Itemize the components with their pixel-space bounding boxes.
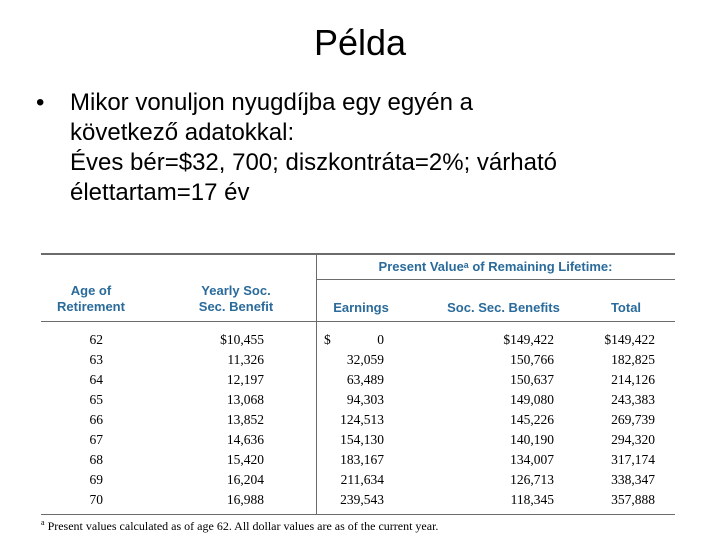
table-row	[41, 332, 675, 352]
table-top-rule	[41, 253, 675, 255]
slide-title: Példa	[313, 22, 407, 63]
cell-total: 317,174	[611, 452, 655, 467]
cell-age: 69	[89, 472, 103, 487]
header-ssb: Soc. Sec. Benefits	[447, 300, 560, 315]
cell-yearly: 12,197	[226, 372, 264, 387]
retirement-table	[41, 252, 675, 534]
cell-yearly: 14,636	[226, 432, 264, 447]
cell-age: 64	[89, 372, 103, 387]
cell-yearly: 13,852	[226, 412, 264, 427]
cell-ssb: 150,637	[510, 372, 554, 387]
cell-total: 214,126	[611, 372, 655, 387]
cell-ssb: $149,422	[503, 332, 554, 347]
cell-earnings: 32,059	[346, 352, 384, 367]
table-row	[41, 352, 675, 372]
cell-total: 269,739	[611, 412, 655, 427]
bullet-line: Éves bér=$32, 700; diszkontráta=2%; várható	[70, 149, 557, 176]
header-age-line: Age of	[70, 283, 112, 298]
cell-yearly: 16,988	[226, 492, 264, 507]
cell-earnings: 124,513	[340, 412, 384, 427]
cell-total: 294,320	[611, 432, 655, 447]
bullet-icon: •	[36, 89, 45, 116]
header-yearly-line: Sec. Benefit	[198, 299, 274, 314]
cell-earnings: 0	[377, 332, 384, 347]
cell-ssb: 145,226	[510, 412, 554, 427]
cell-earnings: 239,543	[340, 492, 384, 507]
cell-ssb: 150,766	[510, 352, 554, 367]
cell-ssb: 149,080	[510, 392, 554, 407]
cell-yearly: 13,068	[226, 392, 264, 407]
cell-yearly: 15,420	[226, 452, 264, 467]
table-footnote	[41, 518, 438, 534]
cell-total: 357,888	[611, 492, 655, 507]
cell-total: 338,347	[611, 472, 655, 487]
cell-total: $149,422	[604, 332, 655, 347]
cell-ssb: 118,345	[510, 492, 554, 507]
cell-yearly: 11,326	[227, 352, 264, 367]
table-row	[41, 372, 675, 392]
table-row	[41, 452, 675, 472]
cell-earnings: 94,303	[346, 392, 384, 407]
cell-earnings: 63,489	[346, 372, 384, 387]
pv-group-header: Present Valueᵃ of Remaining Lifetime:	[378, 259, 613, 274]
cell-dollar: $	[324, 332, 331, 347]
table-bottom-rule	[41, 514, 675, 515]
table-row	[41, 492, 675, 512]
header-age-line: Retirement	[57, 299, 125, 314]
cell-ssb: 134,007	[510, 452, 554, 467]
cell-age: 65	[89, 392, 103, 407]
cell-age: 70	[89, 492, 103, 507]
cell-age: 66	[89, 412, 103, 427]
footnote-mark: a	[41, 518, 45, 527]
table-row	[41, 472, 675, 492]
cell-ssb: 126,713	[510, 472, 554, 487]
cell-total: 182,825	[611, 352, 655, 367]
bullet-line: élettartam=17 év	[70, 179, 250, 206]
cell-yearly: $10,455	[220, 332, 264, 347]
cell-earnings: 154,130	[340, 432, 384, 447]
header-earnings: Earnings	[333, 300, 389, 315]
header-yearly	[181, 283, 291, 315]
header-age	[41, 283, 141, 315]
header-yearly-line: Yearly Soc.	[201, 283, 271, 298]
header-total: Total	[610, 300, 642, 315]
pv-header-rule	[316, 279, 675, 280]
cell-ssb: 140,190	[510, 432, 554, 447]
table-row	[41, 432, 675, 452]
cell-age: 62	[89, 332, 103, 347]
cell-age: 67	[89, 432, 103, 447]
bullet-line: Mikor vonuljon nyugdíjba egy egyén a	[70, 89, 473, 116]
table-row	[41, 412, 675, 432]
header-bottom-rule	[41, 321, 675, 322]
cell-earnings: 183,167	[340, 452, 384, 467]
bullet-item	[36, 88, 706, 208]
bullet-line: következő adatokkal:	[70, 119, 295, 146]
cell-total: 243,383	[611, 392, 655, 407]
cell-yearly: 16,204	[226, 472, 264, 487]
bullet-text	[70, 88, 706, 208]
table-row	[41, 392, 675, 412]
cell-earnings: 211,634	[340, 472, 384, 487]
footnote-text: Present values calculated as of age 62. All dollar values are as of the current year.	[44, 519, 439, 533]
cell-age: 63	[89, 352, 103, 367]
cell-age: 68	[89, 452, 103, 467]
